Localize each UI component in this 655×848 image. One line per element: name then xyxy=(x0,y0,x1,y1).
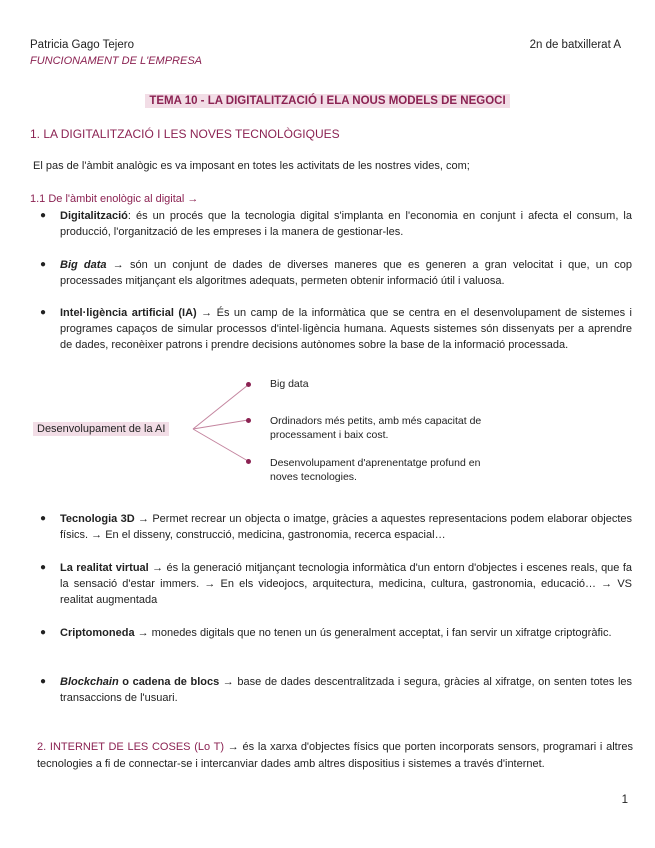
item-text: → base de dades descentralitzada i segura, gràcies al xifratge, on senten totes les transaccions de l'usuari. xyxy=(60,676,633,704)
list-item-ia xyxy=(60,305,632,353)
list-item-big-data xyxy=(60,257,632,289)
bullet-icon: ● xyxy=(40,513,47,524)
bullet-icon: ● xyxy=(40,562,47,573)
diagram-root-label: Desenvolupament de la AI xyxy=(33,422,169,436)
item-text: → Permet recrear un objecta o imatge, gràcies a aquestes representacions podem elaborar objectes físics. → En el disseny, construcció, medicina, gastronomia, recerca espacial… xyxy=(60,513,632,541)
document-title: TEMA 10 - LA DIGITALITZACIÓ I ELA NOUS MODELS DE NEGOCI xyxy=(145,94,509,108)
bullet-icon: ● xyxy=(40,210,47,221)
diagram-branch-big-data: Big data xyxy=(270,378,309,390)
author-name: Patricia Gago Tejero xyxy=(30,39,134,51)
title-container xyxy=(0,94,655,108)
item-term-suffix: o cadena de blocs xyxy=(118,676,220,688)
section2-text: → és la xarxa d'objectes físics que porten incorporats sensors, programari i altres tecnologies a fi de connectar-se i intercanviar dades amb altres dispositius i sistemes a través d'internet. xyxy=(37,741,634,770)
item-text: → és la generació mitjançant tecnologia informàtica d'un entorn d'objectes i escenes reals, que fa la sensació d'estar immers. → En els videojocs, arquitectura, medicina, cultura, gastronomia, educació… → VS realitat augmentada xyxy=(60,562,632,606)
list-item-tecnologia-3d xyxy=(60,511,632,543)
list-item-digitalitzacio xyxy=(60,208,632,240)
item-term: Intel·ligència artificial (IA) xyxy=(60,307,197,319)
diagram-connector-lines xyxy=(185,375,265,475)
diagram-branch-ordinadors: Ordinadors més petits, amb més capacitat de processament i baix cost. xyxy=(270,415,482,441)
diagram-dot-icon xyxy=(246,418,251,423)
item-term: Criptomoneda xyxy=(60,627,135,639)
list-item-criptomoneda xyxy=(60,625,632,641)
diagram-dot-icon xyxy=(246,382,251,387)
bullet-icon: ● xyxy=(40,307,47,318)
item-term: Digitalització xyxy=(60,210,128,222)
subsection-heading: 1.1 De l'àmbit enològic al digital → xyxy=(30,193,199,205)
bullet-icon: ● xyxy=(40,627,47,638)
item-term: Blockchain xyxy=(60,676,119,688)
item-text: → monedes digitals que no tenen un ús generalment acceptat, i fan servir un xifratge criptogràfic. xyxy=(134,627,612,639)
section2-heading: 2. INTERNET DE LES COSES (Lo T) xyxy=(37,741,225,753)
item-term: La realitat virtual xyxy=(60,562,149,574)
item-text: → És un camp de la informàtica que se centra en el desenvolupament de sistemes i programes capaços de simular processos d'intel·ligència humana. Aquests sistemes són dissenyats per a aprendre de dades, reconèixer patrons i prendre decisions autònomes sobre la base de la informació processada. xyxy=(60,307,632,351)
page-number: 1 xyxy=(621,794,628,806)
bullet-icon: ● xyxy=(40,259,47,270)
list-item-blockchain xyxy=(60,674,632,706)
item-text: : és un procés que la tecnologia digital s'implanta en l'economia en conjunt i afecta el consum, la producció, l'organització de les empreses i la manera de gestionar-les. xyxy=(60,210,632,238)
list-item-realitat-virtual xyxy=(60,560,632,608)
diagram-branch-aprenentatge: Desenvolupament d'aprenentatge profund en noves tecnologies. xyxy=(270,457,481,483)
item-text: → són un conjunt de dades de diverses maneres que es generen a gran velocitat i que, un cop processades mitjançant els algoritmes adequats, permeten obtenir informació útil i valuosa. xyxy=(60,259,632,287)
section2-paragraph xyxy=(37,739,633,773)
item-term: Big data xyxy=(60,259,107,271)
item-term: Tecnologia 3D xyxy=(60,513,135,525)
section1-intro: El pas de l'àmbit analògic es va imposant en totes les activitats de les nostres vides, com; xyxy=(33,160,470,172)
section1-heading: 1. LA DIGITALITZACIÓ I LES NOVES TECNOLÒGIQUES xyxy=(30,127,340,141)
diagram-dot-icon xyxy=(246,459,251,464)
grade-label: 2n de batxillerat A xyxy=(529,39,621,51)
subject-label: FUNCIONAMENT DE L'EMPRESA xyxy=(30,55,203,67)
bullet-icon: ● xyxy=(40,676,47,687)
